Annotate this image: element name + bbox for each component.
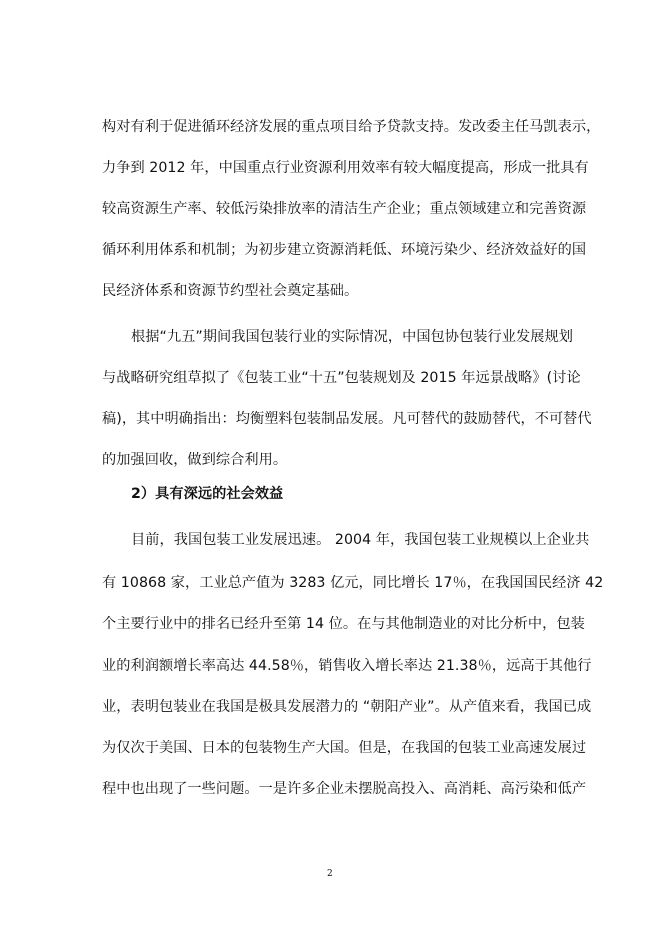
paragraph-1-line-4: 循环利用体系和机制；为初步建立资源消耗低、环境污染少、经济效益好的国 xyxy=(102,242,587,258)
paragraph-1-line-1: 构对有利于促进循环经济发展的重点项目给予贷款支持。发改委主任马凯表示， xyxy=(102,119,601,135)
paragraph-1-line-3: 较高资源生产率、较低污染排放率的清洁生产企业；重点领域建立和完善资源 xyxy=(102,201,587,217)
paragraph-3-line-3: 个主要行业中的排名已经升至第 14 位。在与其他制造业的对比分析中，包装 xyxy=(102,616,585,632)
paragraph-3-line-7: 程中也出现了一些问题。一是许多企业未摆脱高投入、高消耗、高污染和低产 xyxy=(102,781,587,797)
page-number: 2 xyxy=(327,869,333,879)
paragraph-2-line-2: 与战略研究组草拟了《包装工业“十五”包装规划及 2015 年远景战略》(讨论 xyxy=(102,370,581,386)
paragraph-3-line-1: 目前，我国包装工业发展迅速。 2004 年，我国包装工业规模以上企业共 xyxy=(131,532,590,548)
paragraph-1-line-2: 力争到 2012 年，中国重点行业资源利用效率有较大幅度提高，形成一批具有 xyxy=(102,160,589,176)
paragraph-3-line-2: 有 10868 家，工业总产值为 3283 亿元，同比增长 17％，在我国国民经济 42 xyxy=(102,575,604,591)
paragraph-3-line-6: 为仅次于美国、日本的包装物生产大国。但是，在我国的包装工业高速发展过 xyxy=(102,740,587,756)
paragraph-2-line-4: 的加强回收，做到综合利用。 xyxy=(102,452,288,468)
paragraph-2-line-1: 根据“九五”期间我国包装行业的实际情况，中国包协包装行业发展规划 xyxy=(131,329,573,345)
paragraph-3-line-5: 业，表明包装业在我国是极具发展潜力的 “朝阳产业”。从产值来看，我国已成 xyxy=(102,699,592,715)
section-heading: 2）具有深远的社会效益 xyxy=(131,486,284,502)
paragraph-2-line-3: 稿)，其中明确指出：均衡塑料包装制品发展。凡可替代的鼓励替代，不可替代 xyxy=(102,411,592,427)
paragraph-1-line-5: 民经济体系和资源节约型社会奠定基础。 xyxy=(102,283,359,299)
paragraph-3-line-4: 业的利润额增长率高达 44.58％，销售收入增长率达 21.38％，远高于其他行 xyxy=(102,658,592,674)
